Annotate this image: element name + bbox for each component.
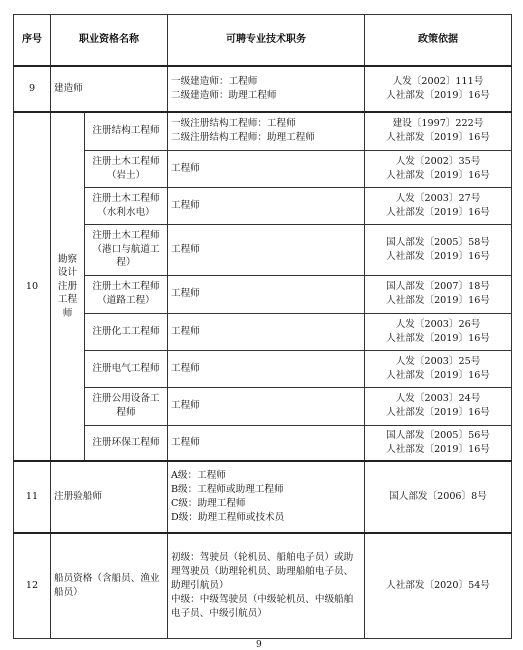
header-policy: 政策依据 bbox=[365, 15, 512, 67]
row-seq: 12 bbox=[14, 533, 51, 638]
table-row bbox=[14, 187, 512, 224]
policy-cell: 人发〔2003〕26号 人社部发〔2019〕16号 bbox=[365, 313, 512, 350]
policy-cell: 人社部发〔2020〕54号 bbox=[365, 533, 512, 638]
table-row bbox=[14, 350, 512, 387]
page-number: 9 bbox=[256, 640, 262, 650]
table-row bbox=[14, 275, 512, 313]
policy-cell: 人发〔2002〕111号 人社部发〔2019〕16号 bbox=[365, 66, 512, 112]
policy-cell: 人发〔2003〕27号 人社部发〔2019〕16号 bbox=[365, 187, 512, 224]
qualification-name: 建造师 bbox=[51, 66, 168, 112]
positions-cell: 工程师 bbox=[168, 350, 365, 387]
positions-cell: 工程师 bbox=[168, 387, 365, 425]
qualification-name: 船员资格（含船员、渔业船员） bbox=[51, 533, 168, 638]
positions-cell: 工程师 bbox=[168, 313, 365, 350]
positions-cell: 工程师 bbox=[168, 425, 365, 461]
policy-cell: 人发〔2002〕35号 人社部发〔2019〕16号 bbox=[365, 150, 512, 187]
table-row bbox=[14, 112, 512, 150]
policy-cell: 人发〔2003〕25号 人社部发〔2019〕16号 bbox=[365, 350, 512, 387]
positions-cell: 一级建造师：工程师 二级建造师：助理工程师 bbox=[168, 66, 365, 112]
table-row bbox=[14, 313, 512, 350]
sub-qualification-name: 注册结构工程师 bbox=[85, 112, 168, 150]
sub-qualification-name: 注册土木工程师（港口与航道工程） bbox=[85, 224, 168, 275]
table-row bbox=[14, 387, 512, 425]
table-row bbox=[14, 425, 512, 461]
positions-cell: 一级注册结构工程师：工程师 二级注册结构工程师：助理工程师 bbox=[168, 112, 365, 150]
sub-qualification-name: 注册公用设备工程师 bbox=[85, 387, 168, 425]
table-row bbox=[14, 533, 512, 638]
qualification-name: 注册验船师 bbox=[51, 461, 168, 533]
positions-cell: 工程师 bbox=[168, 150, 365, 187]
row-seq: 9 bbox=[14, 66, 51, 112]
header-qualification-name: 职业资格名称 bbox=[51, 15, 168, 67]
sub-qualification-name: 注册土木工程师（岩土） bbox=[85, 150, 168, 187]
positions-cell: 工程师 bbox=[168, 187, 365, 224]
policy-cell: 国人部发〔2006〕8号 bbox=[365, 461, 512, 533]
row-seq: 11 bbox=[14, 461, 51, 533]
header-positions: 可聘专业技术职务 bbox=[168, 15, 365, 67]
positions-cell: 工程师 bbox=[168, 275, 365, 313]
row-seq: 10 bbox=[14, 112, 51, 461]
sub-qualification-name: 注册环保工程师 bbox=[85, 425, 168, 461]
policy-cell: 人发〔2003〕24号 人社部发〔2019〕16号 bbox=[365, 387, 512, 425]
positions-cell: A级：工程师 B级：工程师或助理工程师 C级：助理工程师 D级：助理工程师或技术员 bbox=[168, 461, 365, 533]
category-name: 勘察设计注册工程师 bbox=[51, 112, 85, 461]
table-row bbox=[14, 150, 512, 187]
qualification-table bbox=[13, 14, 512, 639]
sub-qualification-name: 注册电气工程师 bbox=[85, 350, 168, 387]
table-row bbox=[14, 66, 512, 112]
sub-qualification-name: 注册土木工程师（水利水电） bbox=[85, 187, 168, 224]
policy-cell: 国人部发〔2007〕18号 人社部发〔2019〕16号 bbox=[365, 275, 512, 313]
positions-cell: 初级：驾驶员（轮机员、船舶电子员）或助理驾驶员（助理轮机员、助理船舶电子员、助理引航员） 中级：中级驾驶员（中级轮机员、中级船舶电子员、中级引航员） bbox=[168, 533, 365, 638]
policy-cell: 建设〔1997〕222号 人社部发〔2019〕16号 bbox=[365, 112, 512, 150]
table-row bbox=[14, 461, 512, 533]
policy-cell: 国人部发〔2005〕58号 人社部发〔2019〕16号 bbox=[365, 224, 512, 275]
sub-qualification-name: 注册化工工程师 bbox=[85, 313, 168, 350]
table-row bbox=[14, 224, 512, 275]
table-header-row bbox=[14, 15, 512, 67]
positions-cell: 工程师 bbox=[168, 224, 365, 275]
sub-qualification-name: 注册土木工程师（道路工程） bbox=[85, 275, 168, 313]
policy-cell: 国人部发〔2005〕56号 人社部发〔2019〕16号 bbox=[365, 425, 512, 461]
header-seq: 序号 bbox=[14, 15, 51, 67]
